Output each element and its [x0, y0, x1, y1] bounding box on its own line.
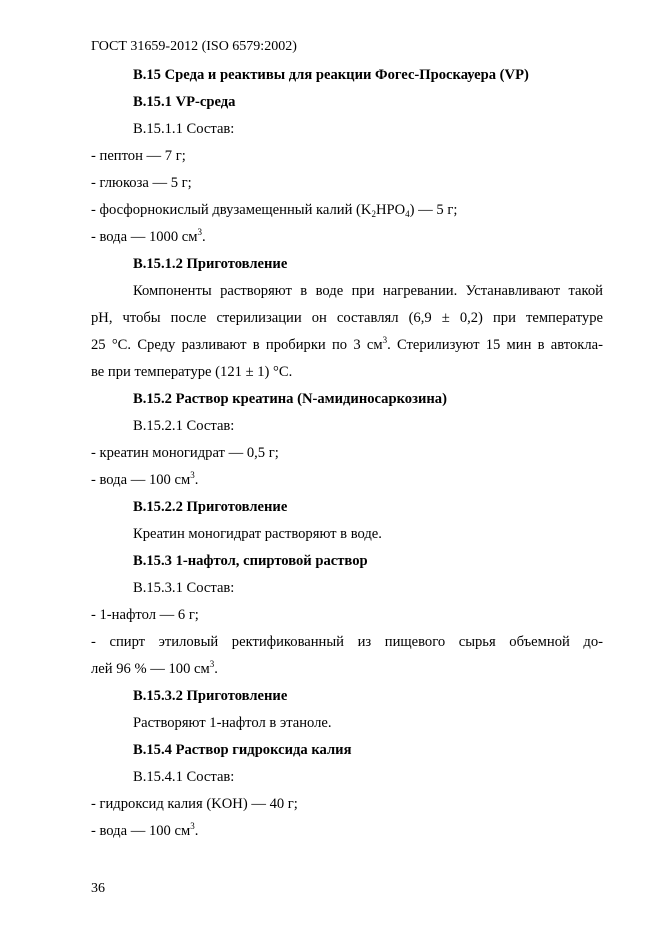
paragraph-prep1-line3: 25 °С. Среду разливают в пробирки по 3 $см^3$. Стерилизуют 15 мин в автокла-	[91, 335, 603, 353]
list-item-spirit-line2: лей 96 % — 100 $см^3$.	[91, 659, 218, 677]
subsection-b1511: В.15.1.1 Состав:	[133, 121, 235, 137]
list-item-creatine: - креатин моногидрат — 0,5 г;	[91, 445, 279, 461]
page-number: 36	[91, 881, 105, 896]
section-heading-b1512: В.15.1.2 Приготовление	[133, 256, 288, 272]
list-item-spirit-line1: - спирт этиловый ректификованный из пищевого сырья объемной до-	[91, 634, 603, 650]
subsection-b1531: В.15.3.1 Состав:	[133, 580, 235, 596]
subsection-b1521: В.15.2.1 Состав:	[133, 418, 235, 434]
paragraph-prep1-line2: pH, чтобы после стерилизации он составлял (6,9 ± 0,2) при температуре	[91, 310, 603, 326]
paragraph-prep1-line4: ве при температуре (121 ± 1) °С.	[91, 364, 293, 380]
paragraph-prep1-line1: Компоненты растворяют в воде при нагревании. Устанавливают такой	[133, 283, 603, 299]
subsection-b1541: В.15.4.1 Состав:	[133, 769, 235, 785]
list-item-naphthol: - 1-нафтол — 6 г;	[91, 607, 199, 623]
list-item-peptone: - пептон — 7 г;	[91, 148, 186, 164]
list-item-glucose: - глюкоза — 5 г;	[91, 175, 192, 191]
section-heading-b15: В.15 Среда и реактивы для реакции Фогес-Проскауера (VP)	[133, 67, 529, 83]
paragraph-prep2: Креатин моногидрат растворяют в воде.	[133, 526, 382, 542]
list-item-water-100-b: - вода — 100 $см^3$.	[91, 821, 199, 839]
section-heading-b152: В.15.2 Раствор креатина (N-амидиносаркозина)	[133, 391, 447, 407]
list-item-phosphate: - фосфорнокислый двузамещенный калий $(K_2HPO_4)$ — 5 г;	[91, 202, 458, 219]
paragraph-prep3: Растворяют 1-нафтол в этаноле.	[133, 715, 332, 731]
section-heading-b1532: В.15.3.2 Приготовление	[133, 688, 288, 704]
section-heading-b154: В.15.4 Раствор гидроксида калия	[133, 742, 352, 758]
section-heading-b153: В.15.3 1-нафтол, спиртовой раствор	[133, 553, 368, 569]
section-heading-b151: В.15.1 VP-среда	[133, 94, 236, 110]
list-item-water-1000: - вода — 1000 $см^3$.	[91, 227, 206, 245]
section-heading-b1522: В.15.2.2 Приготовление	[133, 499, 288, 515]
list-item-water-100-a: - вода — 100 $см^3$.	[91, 470, 199, 488]
document-body	[91, 62, 603, 845]
standard-header: ГОСТ 31659-2012 (ISO 6579:2002)	[91, 39, 297, 54]
list-item-koh: - гидроксид калия (KOH) — 40 г;	[91, 796, 298, 812]
